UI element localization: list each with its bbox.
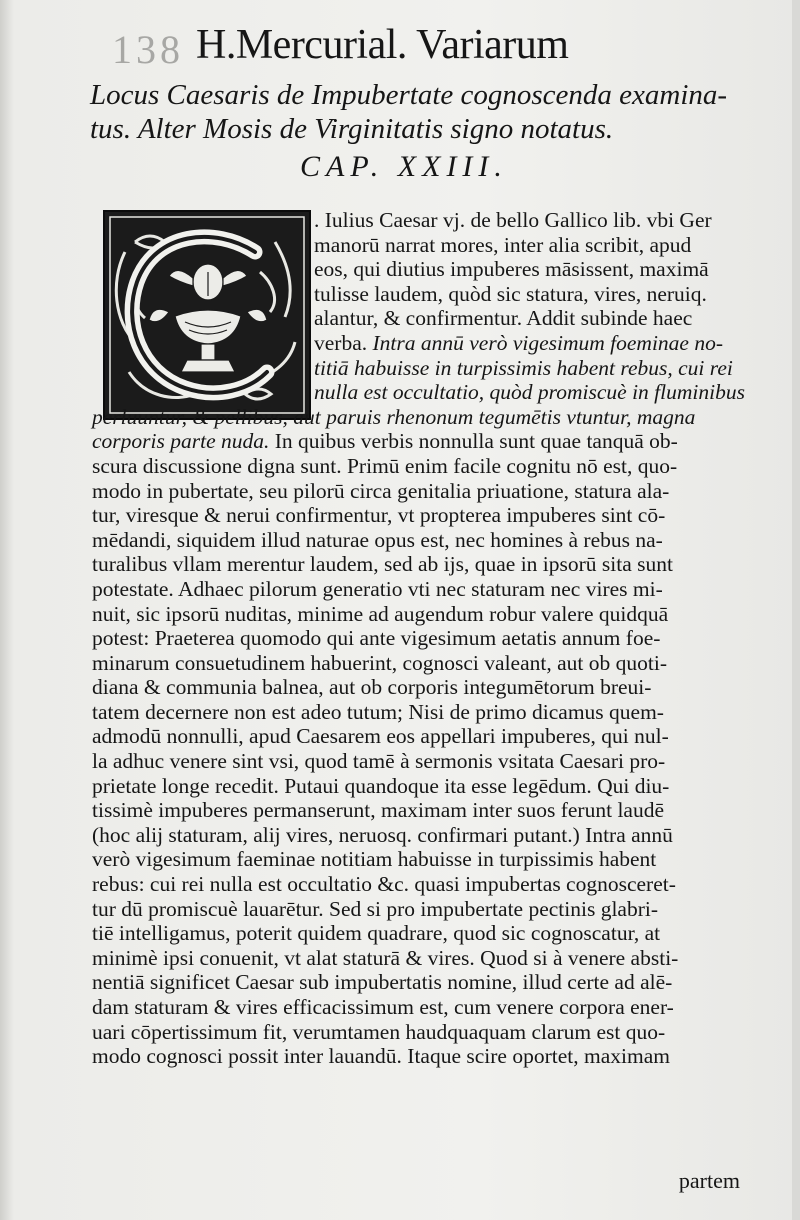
body-line: prietate longe recedit. Putaui quandoque ita esse legēdum. Qui diu-	[92, 773, 670, 798]
body-line	[92, 429, 772, 454]
body-line: manorū narrat mores, inter alia scribit, apud	[314, 232, 692, 257]
body-line-segment: Intra annū verò vigesimum foeminae no-	[372, 330, 723, 355]
body-line: scura discussione digna sunt. Primū enim facile cognitu nō est, quo-	[92, 453, 678, 478]
catchword: partem	[678, 1168, 740, 1193]
body-line: verò vigesimum faeminae notitiam habuisse in turpissimis habent	[92, 847, 657, 872]
body-line-segment: In quibus verbis nonnulla sunt quae tanquā ob-	[269, 429, 678, 454]
body-line: perluuntur, & pellibus, aut paruis rhenonum tegumētis vtuntur, magna	[92, 404, 696, 429]
body-line: modo cognosci possit inter lauandū. Itaque scire oportet, maximam	[92, 1044, 670, 1069]
chapter-title-line: Locus Caesaris de Impubertate cognoscenda examina-	[90, 79, 728, 111]
body-line: tur dū promiscuè lauarētur. Sed si pro impubertate pectinis glabri-	[92, 896, 659, 921]
body-line	[92, 331, 772, 356]
body-line: modo in pubertate, seu pilorū circa genitalia priuatione, statura ala-	[92, 478, 670, 503]
chapter-number: CAP. XXIII.	[300, 150, 508, 183]
body-line-segment: verba.	[314, 330, 373, 355]
body-line: tissimè impuberes permanserunt, maximam inter suos ferunt laudē	[92, 798, 664, 823]
body-line: nuit, sic ipsorū nuditas, minime ad augendum robur valere quidquā	[92, 601, 669, 626]
body-line: tatem decernere non est adeo tutum; Nisi de primo dicamus quem-	[92, 699, 664, 724]
body-line: potest: Praeterea quomodo qui ante vigesimum aetatis annum foe-	[92, 626, 661, 651]
body-line: . Iulius Caesar vj. de bello Gallico lib. vbi Ger	[314, 208, 712, 232]
body-line: tiē intelligamus, poterit quidem quadrare, quod sic cognoscatur, at	[92, 921, 661, 946]
body-line: tulisse laudem, quòd sic statura, vires, neruiq.	[314, 281, 707, 306]
body-line: minarum consuetudinem habuerint, cognosci valeant, aut ob quoti-	[92, 650, 667, 675]
body-line: eos, qui diutius impuberes māsissent, maximā	[314, 257, 709, 282]
body-line: rebus: cui rei nulla est occultatio &c. quasi impubertas cognosceret-	[92, 872, 676, 897]
chapter-title	[90, 78, 770, 146]
body-text	[92, 208, 772, 1069]
body-line: (hoc alij staturam, alij vires, neruosq. confirmari putant.) Intra annū	[92, 822, 673, 847]
body-line: potestate. Adhaec pilorum generatio vti nec staturam nec vires mi-	[92, 576, 663, 601]
body-line: nulla est occultatio, quòd promiscuè in fluminibus	[314, 380, 745, 405]
running-head: H.Mercurial. Variarum	[196, 22, 569, 68]
body-line: dam staturam & vires efficacissimum est, cum venere corpora ener-	[92, 995, 674, 1019]
body-line-segment: corporis parte nuda.	[92, 429, 270, 454]
page-number: 138	[112, 27, 184, 72]
chapter-title-line: tus. Alter Mosis de Virginitatis signo notatus.	[90, 113, 614, 145]
body-line: nentiā significet Caesar sub impubertatis nomine, illud certe ad alē-	[92, 970, 673, 995]
body-line: mēdandi, siquidem illud naturae opus est, nec homines à rebus na-	[92, 527, 663, 552]
body-line: minimè ipsi conuenit, vt alat staturā & vires. Quod si à venere absti-	[92, 945, 679, 970]
body-line: diana & communia balnea, aut ob corporis integumētorum breui-	[92, 675, 652, 700]
body-line: alantur, & confirmentur. Addit subinde haec	[314, 306, 693, 331]
body-line: turalibus vllam merentur laudem, sed ab ijs, quae in ipsorū sita sunt	[92, 552, 673, 577]
body-line: admodū nonnulli, apud Caesarem eos appellari impuberes, qui nul-	[92, 724, 669, 749]
body-line: uari cōpertissimum fit, verumtamen haudquaquam clarum est quo-	[92, 1019, 666, 1044]
body-line: titiā habuisse in turpissimis habent rebus, cui rei	[314, 355, 733, 380]
body-line: la adhuc venere sint vsi, quod tamē à sermonis vsitata Caesari pro-	[92, 749, 666, 774]
page-edge	[792, 0, 800, 1220]
body-line: tur, viresque & nerui confirmentur, vt propterea impuberes sint cō-	[92, 503, 666, 528]
